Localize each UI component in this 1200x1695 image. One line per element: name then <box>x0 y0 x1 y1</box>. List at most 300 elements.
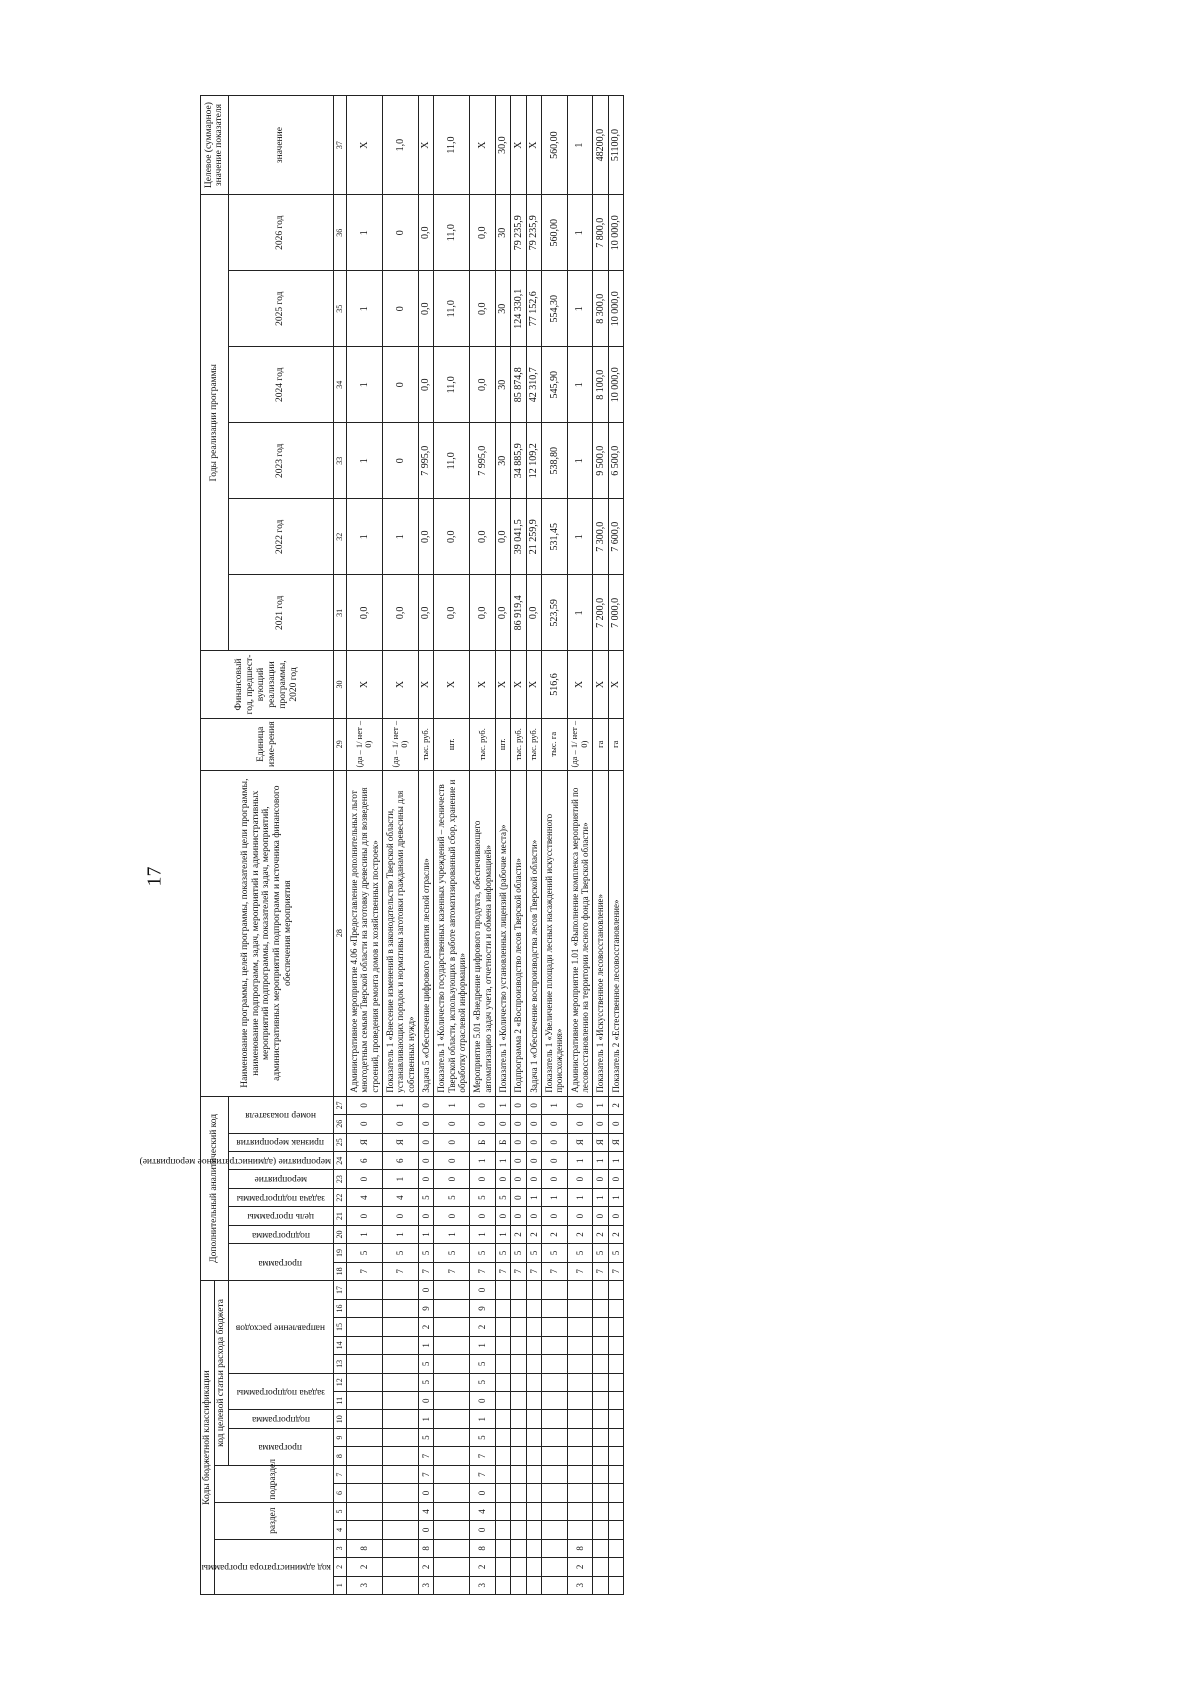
budget-code-cell <box>434 1336 470 1354</box>
additional-code-cell: 7 <box>511 1262 526 1280</box>
budget-code-cell <box>495 1373 510 1391</box>
row-name: Показатель 2 «Естественное лесовосстановление» <box>608 770 623 1096</box>
additional-code-cell: 1 <box>382 1170 418 1188</box>
budget-code-cell <box>526 1299 541 1317</box>
row-fin-year: 516,6 <box>542 651 568 718</box>
budget-code-cell <box>608 1336 623 1354</box>
additional-code-cell: 0 <box>542 1115 568 1133</box>
additional-code-cell: 7 <box>526 1262 541 1280</box>
budget-code-cell <box>608 1465 623 1483</box>
budget-code-cell: 4 <box>418 1502 433 1520</box>
header-target-item: код целевой статьи расхода бюджета <box>214 1281 228 1466</box>
additional-code-cell: 2 <box>511 1225 526 1243</box>
budget-code-cell: 5 <box>470 1373 496 1391</box>
budget-code-cell <box>526 1447 541 1465</box>
budget-code-cell <box>346 1281 382 1300</box>
budget-code-cell <box>495 1558 510 1576</box>
row-year-2022: 531,45 <box>542 499 568 575</box>
budget-code-cell <box>346 1410 382 1428</box>
budget-code-cell <box>495 1318 510 1336</box>
additional-code-cell: 1 <box>382 1096 418 1114</box>
budget-code-cell <box>542 1465 568 1483</box>
budget-code-cell <box>567 1447 593 1465</box>
budget-code-cell <box>593 1447 608 1465</box>
row-target: 1 <box>567 96 593 195</box>
additional-code-cell: 0 <box>495 1170 510 1188</box>
budget-code-cell <box>608 1447 623 1465</box>
column-number: 8 <box>333 1447 346 1465</box>
budget-code-cell <box>511 1521 526 1539</box>
row-unit: (да – 1/ нет – 0) <box>346 718 382 770</box>
budget-code-cell: 5 <box>418 1355 433 1373</box>
additional-code-cell: 0 <box>567 1207 593 1225</box>
row-year-2023: 7 995,0 <box>418 423 433 499</box>
budget-code-cell <box>495 1576 510 1594</box>
row-fin-year: X <box>346 651 382 718</box>
additional-code-cell: 0 <box>418 1151 433 1169</box>
budget-code-cell <box>434 1484 470 1502</box>
table-header <box>140 96 347 1595</box>
budget-code-cell <box>593 1281 608 1300</box>
budget-code-cell <box>495 1484 510 1502</box>
additional-code-cell: 0 <box>418 1133 433 1151</box>
header-subsection: подраздел <box>214 1465 333 1502</box>
row-year-2021: 0,0 <box>434 575 470 651</box>
row-year-2026: 30 <box>495 195 510 271</box>
table-row <box>418 96 433 1595</box>
additional-code-cell: 0 <box>511 1115 526 1133</box>
row-year-2024: 8 100,0 <box>593 347 608 423</box>
additional-code-cell: 0 <box>470 1096 496 1114</box>
additional-code-cell: 0 <box>511 1133 526 1151</box>
budget-code-cell: 5 <box>470 1428 496 1446</box>
budget-code-cell: 2 <box>346 1558 382 1576</box>
budget-code-cell <box>511 1484 526 1502</box>
budget-code-cell: 1 <box>470 1336 496 1354</box>
budget-code-cell <box>382 1373 418 1391</box>
program-table <box>140 95 624 1595</box>
header-fin-year: Финансовый год, предшест-вующий реализации программы, 2020 год <box>201 651 334 718</box>
column-number: 6 <box>333 1484 346 1502</box>
column-number: 34 <box>333 347 346 423</box>
budget-code-cell <box>608 1576 623 1594</box>
table-row <box>495 96 510 1595</box>
additional-code-cell: 1 <box>542 1096 568 1114</box>
row-year-2023: 1 <box>346 423 382 499</box>
additional-code-cell: 0 <box>567 1096 593 1114</box>
budget-code-cell <box>567 1392 593 1410</box>
header-years-group: Годы реализации программы <box>201 195 229 651</box>
row-year-2026: 79 235,9 <box>526 195 541 271</box>
budget-code-cell <box>346 1355 382 1373</box>
budget-code-cell <box>526 1336 541 1354</box>
budget-code-cell <box>542 1576 568 1594</box>
additional-code-cell: 0 <box>434 1133 470 1151</box>
header-add-program: программа <box>228 1244 333 1281</box>
additional-code-cell: 7 <box>608 1262 623 1280</box>
budget-code-cell <box>608 1484 623 1502</box>
row-year-2025: 30 <box>495 271 510 347</box>
budget-code-cell <box>511 1576 526 1594</box>
budget-code-cell <box>434 1318 470 1336</box>
row-target: X <box>511 96 526 195</box>
additional-code-cell: 0 <box>526 1151 541 1169</box>
row-year-2023: 0 <box>382 423 418 499</box>
row-year-2021: 7 000,0 <box>608 575 623 651</box>
budget-code-cell <box>567 1484 593 1502</box>
additional-code-cell: 0 <box>567 1170 593 1188</box>
row-fin-year: X <box>382 651 418 718</box>
table-row <box>511 96 526 1595</box>
budget-code-cell <box>434 1355 470 1373</box>
additional-code-cell: 1 <box>542 1188 568 1206</box>
column-number: 22 <box>333 1188 346 1206</box>
column-number: 19 <box>333 1244 346 1262</box>
additional-code-cell: 0 <box>593 1170 608 1188</box>
budget-code-cell <box>434 1373 470 1391</box>
column-number: 14 <box>333 1336 346 1354</box>
budget-code-cell <box>608 1299 623 1317</box>
row-year-2025: 0,0 <box>470 271 496 347</box>
budget-code-cell <box>346 1299 382 1317</box>
row-unit: шт. <box>495 718 510 770</box>
row-year-2025: 77 152,6 <box>526 271 541 347</box>
additional-code-cell: 1 <box>346 1225 382 1243</box>
additional-code-cell: 5 <box>567 1244 593 1262</box>
budget-table-sheet <box>140 95 1160 1595</box>
column-number: 25 <box>333 1133 346 1151</box>
budget-code-cell <box>542 1428 568 1446</box>
budget-code-cell: 7 <box>418 1447 433 1465</box>
additional-code-cell: 0 <box>346 1207 382 1225</box>
row-fin-year: X <box>511 651 526 718</box>
additional-code-cell: 0 <box>418 1096 433 1114</box>
additional-code-cell: 0 <box>495 1115 510 1133</box>
budget-code-cell: 2 <box>418 1558 433 1576</box>
additional-code-cell: Я <box>567 1133 593 1151</box>
budget-code-cell: 1 <box>470 1410 496 1428</box>
row-target: X <box>470 96 496 195</box>
header-expense-direction: направление расходов <box>228 1281 333 1373</box>
column-number: 30 <box>333 651 346 718</box>
budget-code-cell: 0 <box>470 1521 496 1539</box>
header-additional-code: Дополнительный аналитический код <box>201 1096 229 1281</box>
additional-code-cell: 0 <box>418 1170 433 1188</box>
budget-code-cell <box>542 1299 568 1317</box>
budget-code-cell <box>495 1447 510 1465</box>
header-program: программа <box>228 1428 333 1465</box>
row-year-2026: 7 800,0 <box>593 195 608 271</box>
budget-code-cell <box>434 1392 470 1410</box>
row-fin-year: X <box>495 651 510 718</box>
budget-code-cell <box>593 1502 608 1520</box>
budget-code-cell <box>346 1428 382 1446</box>
additional-code-cell: 2 <box>526 1225 541 1243</box>
column-number: 36 <box>333 195 346 271</box>
budget-code-cell <box>346 1447 382 1465</box>
additional-code-cell: 0 <box>470 1207 496 1225</box>
budget-code-cell <box>495 1428 510 1446</box>
column-number: 32 <box>333 499 346 575</box>
budget-code-cell <box>593 1428 608 1446</box>
additional-code-cell: 0 <box>608 1207 623 1225</box>
row-year-2024: 1 <box>346 347 382 423</box>
row-year-2024: 30 <box>495 347 510 423</box>
header-year-2026: 2026 год <box>228 195 333 271</box>
budget-code-cell <box>567 1336 593 1354</box>
column-number: 10 <box>333 1410 346 1428</box>
budget-code-cell: 1 <box>418 1410 433 1428</box>
additional-code-cell: 5 <box>418 1188 433 1206</box>
row-name: Подпрограмма 2 «Воспроизводство лесов Тверской области» <box>511 770 526 1096</box>
budget-code-cell <box>542 1558 568 1576</box>
additional-code-cell: 5 <box>608 1244 623 1262</box>
column-number: 7 <box>333 1465 346 1483</box>
budget-code-cell <box>382 1558 418 1576</box>
additional-code-cell: 0 <box>526 1133 541 1151</box>
row-unit: га <box>593 718 608 770</box>
budget-code-cell <box>526 1373 541 1391</box>
budget-code-cell <box>382 1299 418 1317</box>
additional-code-cell: 0 <box>608 1170 623 1188</box>
row-year-2021: 7 200,0 <box>593 575 608 651</box>
budget-code-cell <box>567 1299 593 1317</box>
budget-code-cell <box>346 1392 382 1410</box>
row-year-2022: 0,0 <box>434 499 470 575</box>
budget-code-cell <box>511 1539 526 1557</box>
row-target: 560,00 <box>542 96 568 195</box>
row-year-2023: 6 500,0 <box>608 423 623 499</box>
row-year-2021: 0,0 <box>526 575 541 651</box>
budget-code-cell <box>608 1539 623 1557</box>
column-number: 21 <box>333 1207 346 1225</box>
row-year-2025: 0,0 <box>418 271 433 347</box>
additional-code-cell: 1 <box>382 1225 418 1243</box>
row-year-2024: 10 000,0 <box>608 347 623 423</box>
additional-code-cell: 0 <box>593 1207 608 1225</box>
row-name: Задача 1 «Обеспечение воспроизводства лесов Тверской области» <box>526 770 541 1096</box>
column-number: 15 <box>333 1318 346 1336</box>
budget-code-cell <box>511 1502 526 1520</box>
column-number: 2 <box>333 1558 346 1576</box>
budget-code-cell <box>526 1318 541 1336</box>
budget-code-cell <box>495 1355 510 1373</box>
header-budget-codes: Коды бюджетной классификации <box>201 1281 215 1595</box>
row-target: 51100,0 <box>608 96 623 195</box>
row-name: Мероприятие 5.01 «Внедрение цифрового продукта, обеспечивающего автоматизацию задач учета, отчетности и обмена информацией» <box>470 770 496 1096</box>
budget-code-cell <box>382 1281 418 1300</box>
row-year-2026: 1 <box>567 195 593 271</box>
row-year-2026: 560,00 <box>542 195 568 271</box>
additional-code-cell: Б <box>495 1133 510 1151</box>
row-unit: шт. <box>434 718 470 770</box>
column-number: 23 <box>333 1170 346 1188</box>
budget-code-cell <box>434 1465 470 1483</box>
budget-code-cell <box>526 1539 541 1557</box>
additional-code-cell: 2 <box>608 1096 623 1114</box>
row-target: X <box>526 96 541 195</box>
row-year-2026: 0,0 <box>470 195 496 271</box>
row-year-2024: 0,0 <box>470 347 496 423</box>
budget-code-cell <box>593 1355 608 1373</box>
budget-code-cell: 0 <box>418 1484 433 1502</box>
row-year-2024: 0 <box>382 347 418 423</box>
budget-code-cell <box>511 1355 526 1373</box>
budget-code-cell <box>542 1447 568 1465</box>
budget-code-cell <box>608 1521 623 1539</box>
row-year-2022: 1 <box>382 499 418 575</box>
additional-code-cell: Я <box>346 1133 382 1151</box>
budget-code-cell <box>567 1428 593 1446</box>
budget-code-cell: 0 <box>418 1392 433 1410</box>
additional-code-cell: 0 <box>346 1115 382 1133</box>
column-number: 3 <box>333 1539 346 1557</box>
column-number: 18 <box>333 1262 346 1280</box>
additional-code-cell: 7 <box>418 1262 433 1280</box>
budget-code-cell <box>542 1410 568 1428</box>
header-add-event: мероприятие <box>228 1170 333 1188</box>
budget-code-cell <box>382 1484 418 1502</box>
budget-code-cell <box>608 1410 623 1428</box>
row-target: X <box>418 96 433 195</box>
budget-code-cell <box>526 1576 541 1594</box>
budget-code-cell <box>382 1336 418 1354</box>
budget-code-cell <box>434 1299 470 1317</box>
header-year-2022: 2022 год <box>228 499 333 575</box>
row-year-2025: 0 <box>382 271 418 347</box>
budget-code-cell <box>593 1465 608 1483</box>
header-target-value: значение <box>228 96 333 195</box>
budget-code-cell <box>567 1281 593 1300</box>
additional-code-cell: 2 <box>593 1225 608 1243</box>
row-year-2023: 12 109,2 <box>526 423 541 499</box>
budget-code-cell <box>382 1410 418 1428</box>
row-year-2026: 11,0 <box>434 195 470 271</box>
budget-code-cell: 7 <box>470 1447 496 1465</box>
additional-code-cell: 6 <box>382 1151 418 1169</box>
budget-code-cell <box>511 1318 526 1336</box>
additional-code-cell: 1 <box>593 1096 608 1114</box>
additional-code-cell: 0 <box>495 1207 510 1225</box>
budget-code-cell <box>608 1373 623 1391</box>
additional-code-cell: 0 <box>511 1207 526 1225</box>
budget-code-cell <box>511 1558 526 1576</box>
budget-code-cell <box>346 1373 382 1391</box>
budget-code-cell <box>608 1318 623 1336</box>
additional-code-cell: 0 <box>511 1096 526 1114</box>
header-add-subprogram: подпрограмма <box>228 1225 333 1243</box>
budget-code-cell: 5 <box>470 1355 496 1373</box>
row-name: Показатель 1 «Количество государственных казенных учреждений – лесничеств Тверской области, использующих в работе автоматизированный сбор, хранение и обработку отраслевой информации» <box>434 770 470 1096</box>
budget-code-cell <box>542 1484 568 1502</box>
row-year-2022: 0,0 <box>495 499 510 575</box>
additional-code-cell: 7 <box>542 1262 568 1280</box>
additional-code-cell: 7 <box>470 1262 496 1280</box>
table-row <box>608 96 623 1595</box>
additional-code-cell: 0 <box>542 1207 568 1225</box>
row-name: Административное мероприятие 4.06 «Предоставление дополнительных льгот многодетным семьям Тверской области на заготовку древесины для возведения строений, проведения ремонта домов и хозяйственных построек» <box>346 770 382 1096</box>
table-row <box>593 96 608 1595</box>
header-add-indicator: номер показателя <box>228 1096 333 1133</box>
header-admin-code: код администратора программы <box>214 1539 333 1594</box>
budget-code-cell <box>567 1373 593 1391</box>
additional-code-cell: 2 <box>542 1225 568 1243</box>
budget-code-cell <box>542 1336 568 1354</box>
row-year-2023: 34 885,9 <box>511 423 526 499</box>
row-year-2023: 538,80 <box>542 423 568 499</box>
row-year-2026: 0 <box>382 195 418 271</box>
additional-code-cell: 5 <box>526 1244 541 1262</box>
additional-code-cell: 0 <box>418 1207 433 1225</box>
row-year-2023: 30 <box>495 423 510 499</box>
budget-code-cell: 3 <box>470 1576 496 1594</box>
additional-code-cell: 5 <box>542 1244 568 1262</box>
budget-code-cell <box>542 1521 568 1539</box>
table-row <box>346 96 382 1595</box>
budget-code-cell <box>526 1410 541 1428</box>
additional-code-cell: 7 <box>346 1262 382 1280</box>
additional-code-cell: Б <box>470 1133 496 1151</box>
row-year-2023: 11,0 <box>434 423 470 499</box>
header-add-sign: признак мероприятия <box>228 1133 333 1151</box>
budget-code-cell <box>526 1428 541 1446</box>
row-year-2025: 11,0 <box>434 271 470 347</box>
budget-code-cell <box>495 1336 510 1354</box>
budget-code-cell <box>526 1392 541 1410</box>
budget-code-cell: 9 <box>470 1299 496 1317</box>
additional-code-cell: 1 <box>593 1188 608 1206</box>
table-row <box>526 96 541 1595</box>
budget-code-cell: 5 <box>418 1428 433 1446</box>
additional-code-cell: 4 <box>382 1188 418 1206</box>
budget-code-cell: 8 <box>470 1539 496 1557</box>
budget-code-cell <box>542 1355 568 1373</box>
additional-code-cell: 0 <box>434 1207 470 1225</box>
budget-code-cell <box>608 1502 623 1520</box>
row-year-2021: 523,59 <box>542 575 568 651</box>
additional-code-cell: 0 <box>346 1170 382 1188</box>
additional-code-cell: 1 <box>608 1188 623 1206</box>
additional-code-cell: 1 <box>418 1225 433 1243</box>
budget-code-cell <box>526 1484 541 1502</box>
column-number: 1 <box>333 1576 346 1594</box>
budget-code-cell <box>511 1410 526 1428</box>
budget-code-cell <box>346 1484 382 1502</box>
budget-code-cell <box>434 1410 470 1428</box>
budget-code-cell <box>511 1281 526 1300</box>
additional-code-cell: 5 <box>495 1188 510 1206</box>
budget-code-cell <box>495 1521 510 1539</box>
budget-code-cell: 7 <box>470 1465 496 1483</box>
budget-code-cell <box>346 1502 382 1520</box>
row-year-2021: 0,0 <box>495 575 510 651</box>
budget-code-cell <box>542 1281 568 1300</box>
column-number: 17 <box>333 1281 346 1300</box>
additional-code-cell: 0 <box>434 1170 470 1188</box>
row-unit: тыс. га <box>542 718 568 770</box>
table-row <box>382 96 418 1595</box>
additional-code-cell: 0 <box>526 1207 541 1225</box>
row-year-2021: 86 919,4 <box>511 575 526 651</box>
row-unit: (да – 1/ нет – 0) <box>382 718 418 770</box>
budget-code-cell <box>593 1336 608 1354</box>
row-fin-year: X <box>593 651 608 718</box>
budget-code-cell: 3 <box>418 1576 433 1594</box>
row-year-2021: 0,0 <box>382 575 418 651</box>
additional-code-cell: 0 <box>526 1170 541 1188</box>
budget-code-cell <box>608 1558 623 1576</box>
budget-code-cell <box>542 1373 568 1391</box>
